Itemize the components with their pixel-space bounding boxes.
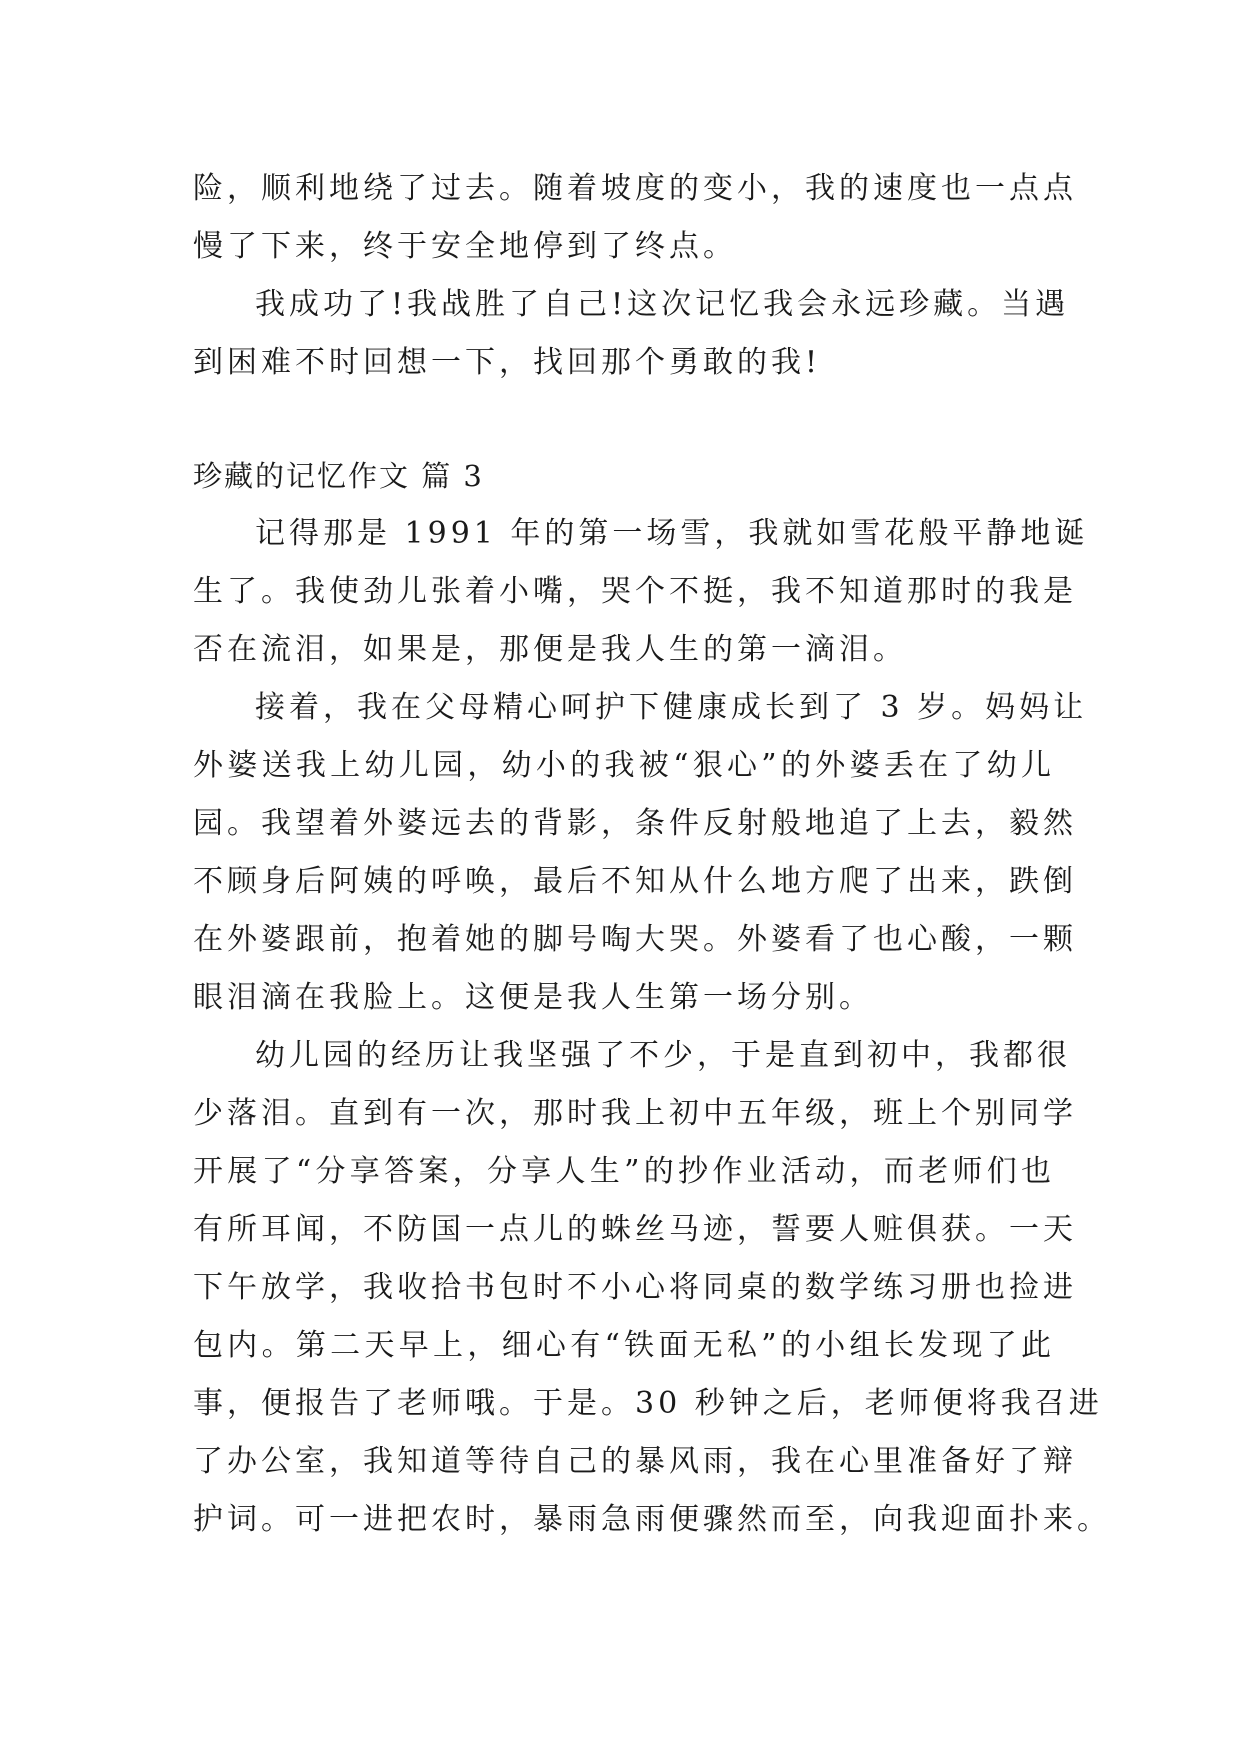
text-line: 下午放学，我收拾书包时不小心将同桌的数学练习册也捡进 — [193, 1270, 1077, 1305]
top-text-block — [193, 160, 1077, 392]
text-line: 有所耳闻，不防国一点儿的蛛丝马迹，誓要人赃俱获。一天 — [193, 1212, 1077, 1247]
text-line: 幼儿园的经历让我坚强了不少，于是直到初中，我都很 — [255, 1038, 1071, 1073]
paragraph — [193, 679, 1088, 1027]
text-line: 眼泪滴在我脸上。这便是我人生第一场分别。 — [193, 980, 873, 1015]
text-line: 开展了“分享答案，分享人生”的抄作业活动，而老师们也 — [193, 1154, 1055, 1189]
text-line: 在外婆跟前，抱着她的脚号啕大哭。外婆看了也心酸，一颗 — [193, 922, 1077, 957]
text-line: 险，顺利地绕了过去。随着坡度的变小，我的速度也一点点 — [193, 171, 1077, 206]
section-title: 珍藏的记忆作文 篇 3 — [193, 459, 484, 493]
text-line: 记得那是 1991 年的第一场雪，我就如雪花般平静地诞 — [255, 516, 1089, 551]
text-line: 否在流泪，如果是，那便是我人生的第一滴泪。 — [193, 632, 907, 667]
text-line: 生了。我使劲儿张着小嘴，哭个不挺，我不知道那时的我是 — [193, 574, 1077, 609]
text-line: 事，便报告了老师哦。于是。30 秒钟之后，老师便将我召进 — [193, 1386, 1103, 1421]
main-text-block — [193, 505, 1111, 1549]
text-line: 我成功了!我战胜了自己!这次记忆我会永远珍藏。当遇 — [255, 287, 1070, 322]
text-line: 护词。可一进把农时，暴雨急雨便骤然而至，向我迎面扑来。 — [193, 1502, 1111, 1537]
text-line: 外婆送我上幼儿园，幼小的我被“狠心”的外婆丢在了幼儿 — [193, 748, 1055, 783]
text-line: 慢了下来，终于安全地停到了终点。 — [193, 229, 737, 264]
paragraph — [193, 160, 1077, 276]
text-line: 少落泪。直到有一次，那时我上初中五年级，班上个别同学 — [193, 1096, 1077, 1131]
text-line: 园。我望着外婆远去的背影，条件反射般地追了上去，毅然 — [193, 806, 1077, 841]
text-line: 包内。第二天早上，细心有“铁面无私”的小组长发现了此 — [193, 1328, 1055, 1363]
paragraph — [193, 1027, 1111, 1549]
text-line: 接着，我在父母精心呵护下健康成长到了 3 岁。妈妈让 — [255, 690, 1088, 725]
paragraph — [193, 505, 1089, 679]
text-line: 了办公室，我知道等待自己的暴风雨，我在心里准备好了辩 — [193, 1444, 1077, 1479]
paragraph — [193, 276, 1070, 392]
text-line: 不顾身后阿姨的呼唤，最后不知从什么地方爬了出来，跌倒 — [193, 864, 1077, 899]
text-line: 到困难不时回想一下，找回那个勇敢的我! — [193, 345, 822, 380]
